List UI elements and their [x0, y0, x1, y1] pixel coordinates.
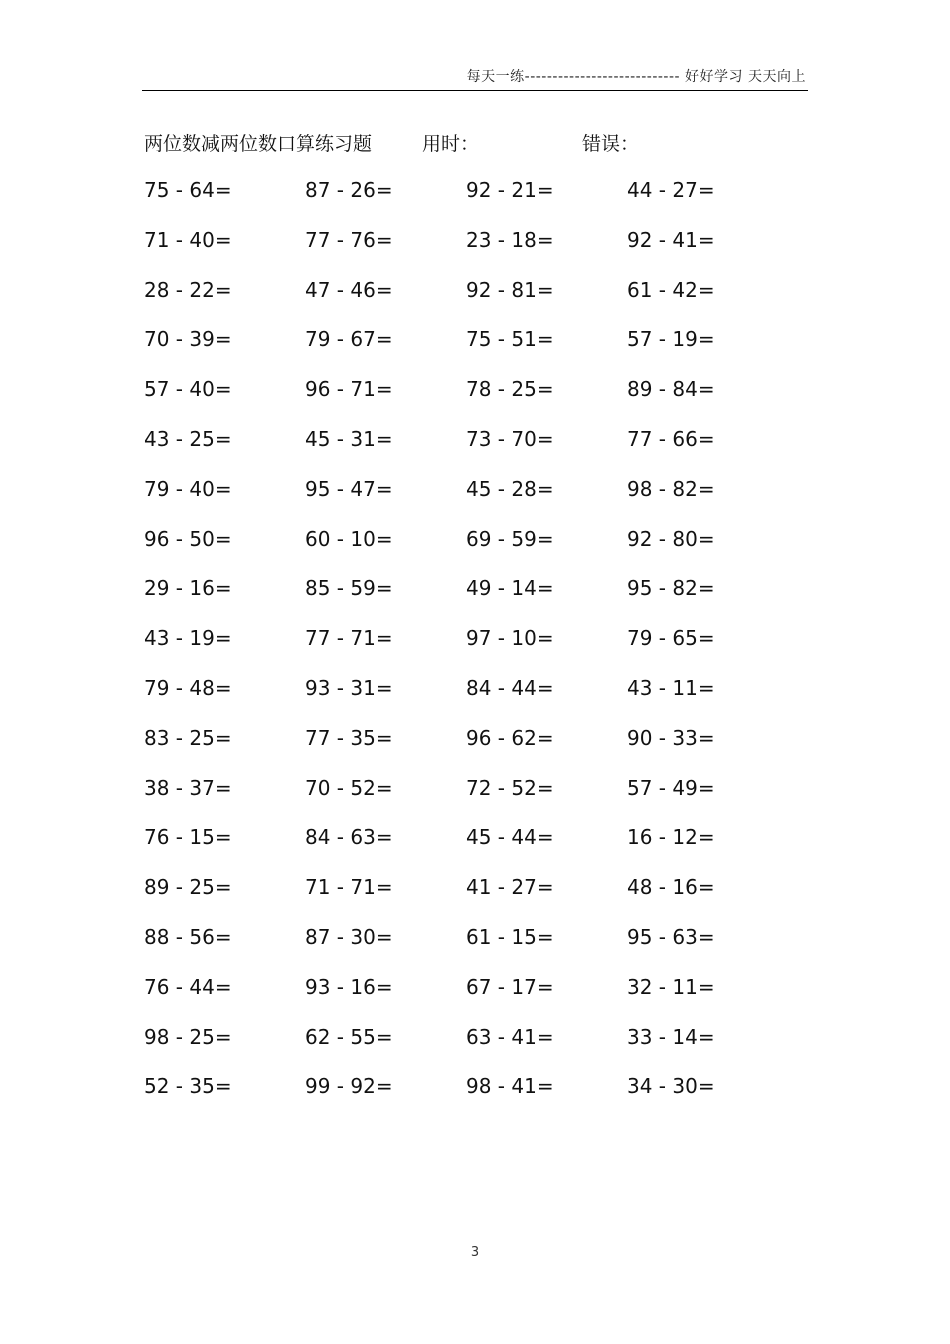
math-problem: 23 - 18= — [466, 228, 554, 252]
math-problem: 52 - 35= — [144, 1074, 232, 1098]
math-problem: 72 - 52= — [466, 776, 554, 800]
math-problem: 34 - 30= — [627, 1074, 715, 1098]
math-problem: 83 - 25= — [144, 726, 232, 750]
math-problem: 47 - 46= — [305, 278, 393, 302]
math-problem: 95 - 82= — [627, 576, 715, 600]
math-problem: 89 - 84= — [627, 377, 715, 401]
math-problem: 61 - 42= — [627, 278, 715, 302]
math-problem: 79 - 65= — [627, 626, 715, 650]
math-problem: 77 - 71= — [305, 626, 393, 650]
math-problem: 43 - 11= — [627, 676, 715, 700]
math-problem: 57 - 40= — [144, 377, 232, 401]
math-problem: 49 - 14= — [466, 576, 554, 600]
math-problem: 77 - 66= — [627, 427, 715, 451]
math-problem: 69 - 59= — [466, 527, 554, 551]
page-number: 3 — [470, 1245, 480, 1260]
math-problem: 71 - 71= — [305, 875, 393, 899]
math-problem: 75 - 64= — [144, 178, 232, 202]
math-problem: 70 - 39= — [144, 327, 232, 351]
math-problem: 62 - 55= — [305, 1025, 393, 1049]
math-problem: 87 - 26= — [305, 178, 393, 202]
math-problem: 76 - 15= — [144, 825, 232, 849]
math-problem: 98 - 82= — [627, 477, 715, 501]
math-problem: 45 - 44= — [466, 825, 554, 849]
math-problem: 96 - 50= — [144, 527, 232, 551]
math-problem: 96 - 71= — [305, 377, 393, 401]
math-problem: 99 - 92= — [305, 1074, 393, 1098]
math-problem: 92 - 80= — [627, 527, 715, 551]
math-problem: 73 - 70= — [466, 427, 554, 451]
math-problem: 41 - 27= — [466, 875, 554, 899]
errors-label: 错误： — [582, 133, 640, 155]
math-problem: 98 - 25= — [144, 1025, 232, 1049]
math-problem: 16 - 12= — [627, 825, 715, 849]
math-problem: 96 - 62= — [466, 726, 554, 750]
math-problem: 75 - 51= — [466, 327, 554, 351]
math-problem: 93 - 31= — [305, 676, 393, 700]
math-problem: 43 - 25= — [144, 427, 232, 451]
math-problem: 43 - 19= — [144, 626, 232, 650]
math-problem: 79 - 48= — [144, 676, 232, 700]
math-problem: 76 - 44= — [144, 975, 232, 999]
math-problem: 85 - 59= — [305, 576, 393, 600]
math-problem: 88 - 56= — [144, 925, 232, 949]
math-problem: 95 - 47= — [305, 477, 393, 501]
worksheet-title: 两位数减两位数口算练习题 — [144, 133, 373, 155]
math-problem: 71 - 40= — [144, 228, 232, 252]
math-problem: 70 - 52= — [305, 776, 393, 800]
math-problem: 38 - 37= — [144, 776, 232, 800]
math-problem: 90 - 33= — [627, 726, 715, 750]
math-problem: 29 - 16= — [144, 576, 232, 600]
math-problem: 84 - 63= — [305, 825, 393, 849]
math-problem: 45 - 31= — [305, 427, 393, 451]
math-problem: 57 - 49= — [627, 776, 715, 800]
math-problem: 60 - 10= — [305, 527, 393, 551]
math-problem: 67 - 17= — [466, 975, 554, 999]
math-problem: 92 - 81= — [466, 278, 554, 302]
math-problem: 87 - 30= — [305, 925, 393, 949]
math-problem: 98 - 41= — [466, 1074, 554, 1098]
math-problem: 57 - 19= — [627, 327, 715, 351]
math-problem: 77 - 76= — [305, 228, 393, 252]
math-problem: 63 - 41= — [466, 1025, 554, 1049]
header-text: 每天一练---------------------------- 好好学习 天天向上 — [466, 69, 806, 85]
math-problem: 95 - 63= — [627, 925, 715, 949]
math-problem: 33 - 14= — [627, 1025, 715, 1049]
math-problem: 78 - 25= — [466, 377, 554, 401]
math-problem: 92 - 21= — [466, 178, 554, 202]
math-problem: 79 - 67= — [305, 327, 393, 351]
math-problem: 44 - 27= — [627, 178, 715, 202]
math-problem: 77 - 35= — [305, 726, 393, 750]
math-problem: 84 - 44= — [466, 676, 554, 700]
math-problem: 48 - 16= — [627, 875, 715, 899]
math-problem: 61 - 15= — [466, 925, 554, 949]
time-label: 用时： — [422, 133, 480, 155]
math-problem: 92 - 41= — [627, 228, 715, 252]
math-problem: 28 - 22= — [144, 278, 232, 302]
math-problem: 32 - 11= — [627, 975, 715, 999]
math-problem: 45 - 28= — [466, 477, 554, 501]
math-problem: 97 - 10= — [466, 626, 554, 650]
math-problem: 89 - 25= — [144, 875, 232, 899]
math-problem: 79 - 40= — [144, 477, 232, 501]
math-problem: 93 - 16= — [305, 975, 393, 999]
